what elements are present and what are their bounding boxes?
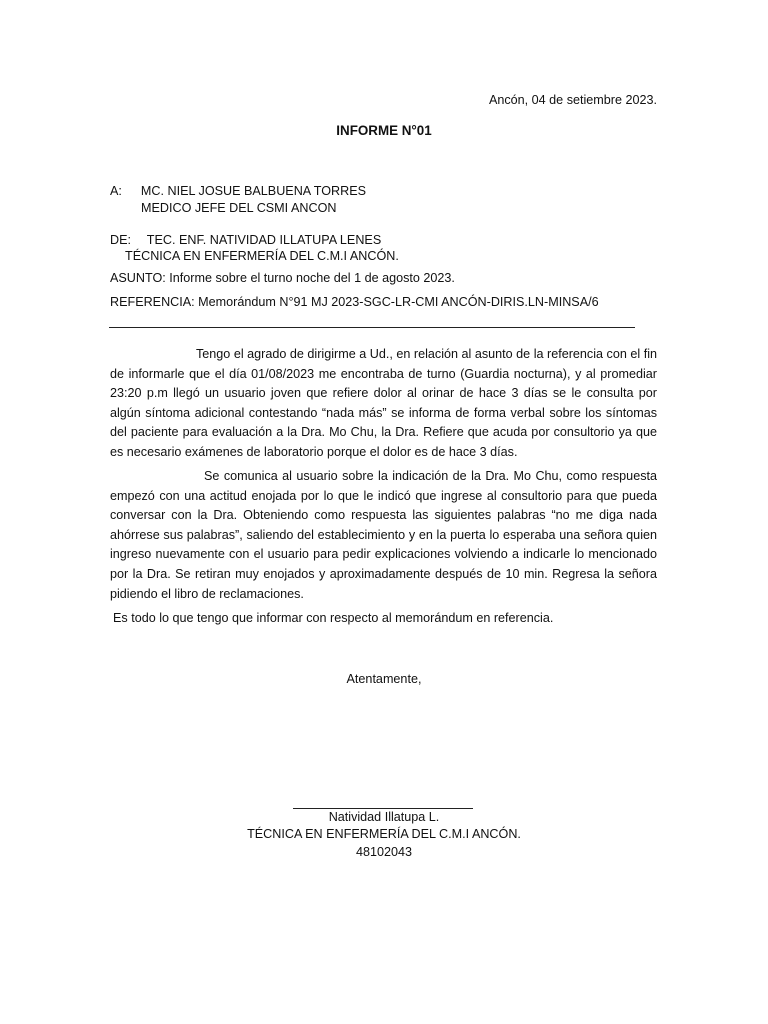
recipient-position: MEDICO JEFE DEL CSMI ANCON — [141, 201, 337, 215]
separator-line — [109, 327, 635, 328]
signature-line — [293, 808, 473, 809]
paragraph-2-text: Se comunica al usuario sobre la indicación de la Dra. Mo Chu, como respuesta empezó con una actitud enojada por lo que le indicó que ingrese al consultorio para que pueda conversar con la Dra. Obteniendo como respuesta las siguientes palabras “no me diga nada ahórrese sus palabras”, saliendo del establecimiento y en la puerta lo esperaba una señora quien ingreso nuevamente con el usuario para pedir explicaciones volviendo a indicarle lo mencionado por la Dra. Se retiran muy enojados y aproximadamente después de 10 min. Regresa la señora pidiendo el libro de reclamaciones. — [110, 469, 657, 601]
document-title: INFORME N°01 — [336, 123, 432, 138]
body-paragraph-1 — [110, 345, 657, 463]
paragraph-1-text: Tengo el agrado de dirigirme a Ud., en relación al asunto de la referencia con el fin de informarle que el día 01/08/2023 me encontraba de turno (Guardia nocturna), y al promediar 23:20 p.m llegó un usuario joven que refiere dolor al orinar de hace 3 días se le consulta por algún síntoma adicional contestando “nada más” se informa de forma verbal sobre los síntomas del paciente para evaluación a la Dra. Mo Chu, la Dra. Refiere que acuda por consultorio ya que es necesario exámenes de laboratorio porque el dolor es de hace 3 días. — [110, 347, 657, 459]
signer-name: Natividad Illatupa L. — [328, 810, 440, 824]
reference-line: REFERENCIA: Memorándum N°91 MJ 2023-SGC-LR-CMI ANCÓN-DIRIS.LN-MINSA/6 — [110, 295, 599, 309]
signer-id: 48102043 — [355, 845, 413, 859]
closing-statement: Es todo lo que tengo que informar con respecto al memorándum en referencia. — [113, 611, 554, 625]
recipient-name: MC. NIEL JOSUE BALBUENA TORRES — [140, 184, 367, 198]
recipient-label: A: — [110, 184, 122, 198]
sender-label: DE: — [110, 233, 131, 247]
subject-line: ASUNTO: Informe sobre el turno noche del 1 de agosto 2023. — [110, 271, 455, 285]
document-date: Ancón, 04 de setiembre 2023. — [488, 93, 657, 107]
sender-position: TÉCNICA EN ENFERMERÍA DEL C.M.I ANCÓN. — [125, 249, 399, 263]
recipient-line — [110, 184, 366, 198]
sender-line — [110, 233, 381, 247]
signer-position: TÉCNICA EN ENFERMERÍA DEL C.M.I ANCÓN. — [247, 827, 521, 841]
regards-text: Atentamente, — [346, 672, 422, 686]
body-paragraph-2 — [110, 467, 657, 604]
sender-name: TEC. ENF. NATIVIDAD ILLATUPA LENES — [146, 233, 382, 247]
